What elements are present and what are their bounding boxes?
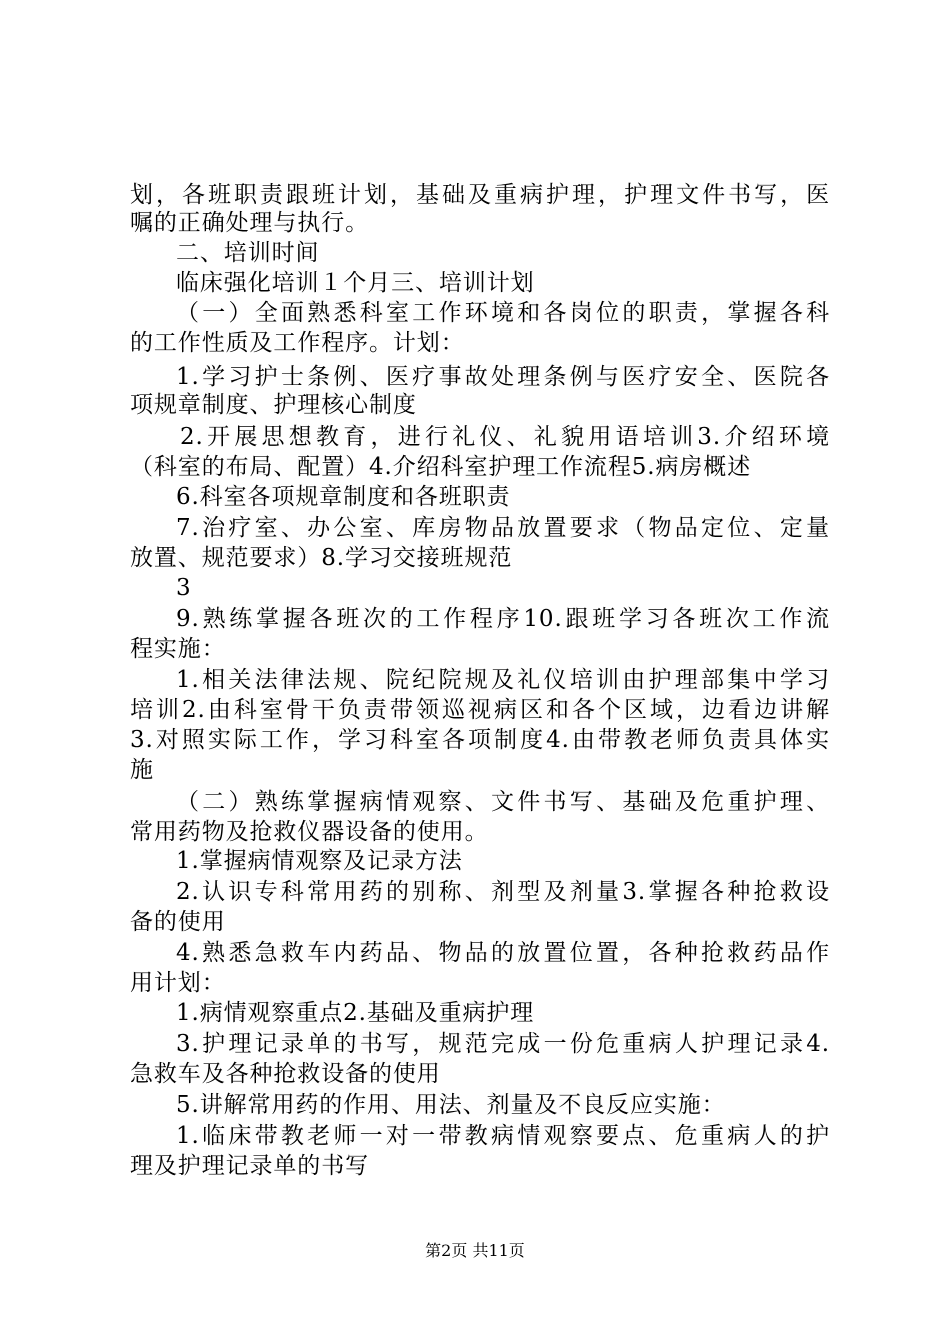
text-line: 1.临床带教老师一对一带教病情观察要点、危重病人的护: [176, 1123, 830, 1149]
text-line: 2.开展思想教育，进行礼仪、礼貌用语培训3.介绍环境: [180, 424, 830, 450]
text-line: 1.学习护士条例、医疗事故处理条例与医疗安全、医院各: [176, 364, 830, 390]
text-line: 3.对照实际工作，学习科室各项制度4.由带教老师负责具体实: [130, 727, 830, 753]
text-line: （二）熟练掌握病情观察、文件书写、基础及危重护理、: [176, 789, 830, 815]
text-line: 理及护理记录单的书写: [130, 1153, 369, 1179]
text-line: 6.科室各项规章制度和各班职责: [176, 484, 511, 510]
text-line: 1.掌握病情观察及记录方法: [176, 848, 463, 874]
section-heading: 二、培训时间: [176, 240, 320, 266]
text-line: 常用药物及抢救仪器设备的使用。: [130, 819, 489, 845]
text-line: 2.认识专科常用药的别称、剂型及剂量3.掌握各种抢救设: [176, 879, 830, 905]
text-line: 的工作性质及工作程序。计划：: [130, 330, 465, 356]
text-line: 5.讲解常用药的作用、用法、剂量及不良反应实施：: [176, 1092, 726, 1118]
text-line: （科室的布局、配置）4.介绍科室护理工作流程5.病房概述: [130, 454, 752, 480]
text-line: 项规章制度、护理核心制度: [130, 392, 417, 418]
text-line: 临床强化培训１个月三、培训计划: [176, 270, 535, 296]
text-line: 1.相关法律法规、院纪院规及礼仪培训由护理部集中学习: [176, 667, 830, 693]
text-line: 1.病情观察重点2.基础及重病护理: [176, 1000, 535, 1026]
text-line: （一）全面熟悉科室工作环境和各岗位的职责，掌握各科: [176, 300, 830, 326]
text-line: 施: [130, 757, 154, 783]
text-line: 3.护理记录单的书写，规范完成一份危重病人护理记录4.: [176, 1031, 830, 1057]
text-line: 用计划：: [130, 970, 226, 996]
text-line: 急救车及各种抢救设备的使用: [130, 1061, 441, 1087]
text-line: 7.治疗室、办公室、库房物品放置要求（物品定位、定量: [176, 515, 830, 541]
text-line: 嘱的正确处理与执行。: [130, 210, 369, 236]
text-line: 4.熟悉急救车内药品、物品的放置位置，各种抢救药品作: [176, 940, 830, 966]
text-line: 放置、规范要求）8.学习交接班规范: [130, 545, 513, 571]
text-line: 培训2.由科室骨干负责带领巡视病区和各个区域，边看边讲解: [130, 697, 830, 723]
text-line: 9.熟练掌握各班次的工作程序10.跟班学习各班次工作流: [176, 606, 830, 632]
text-line: 备的使用: [130, 909, 226, 935]
text-line: 划，各班职责跟班计划，基础及重病护理，护理文件书写，医: [130, 182, 830, 208]
text-line: 程实施：: [130, 636, 226, 662]
text-line: 3: [176, 575, 192, 601]
page-number-footer: 第2页 共11页: [425, 1241, 525, 1260]
